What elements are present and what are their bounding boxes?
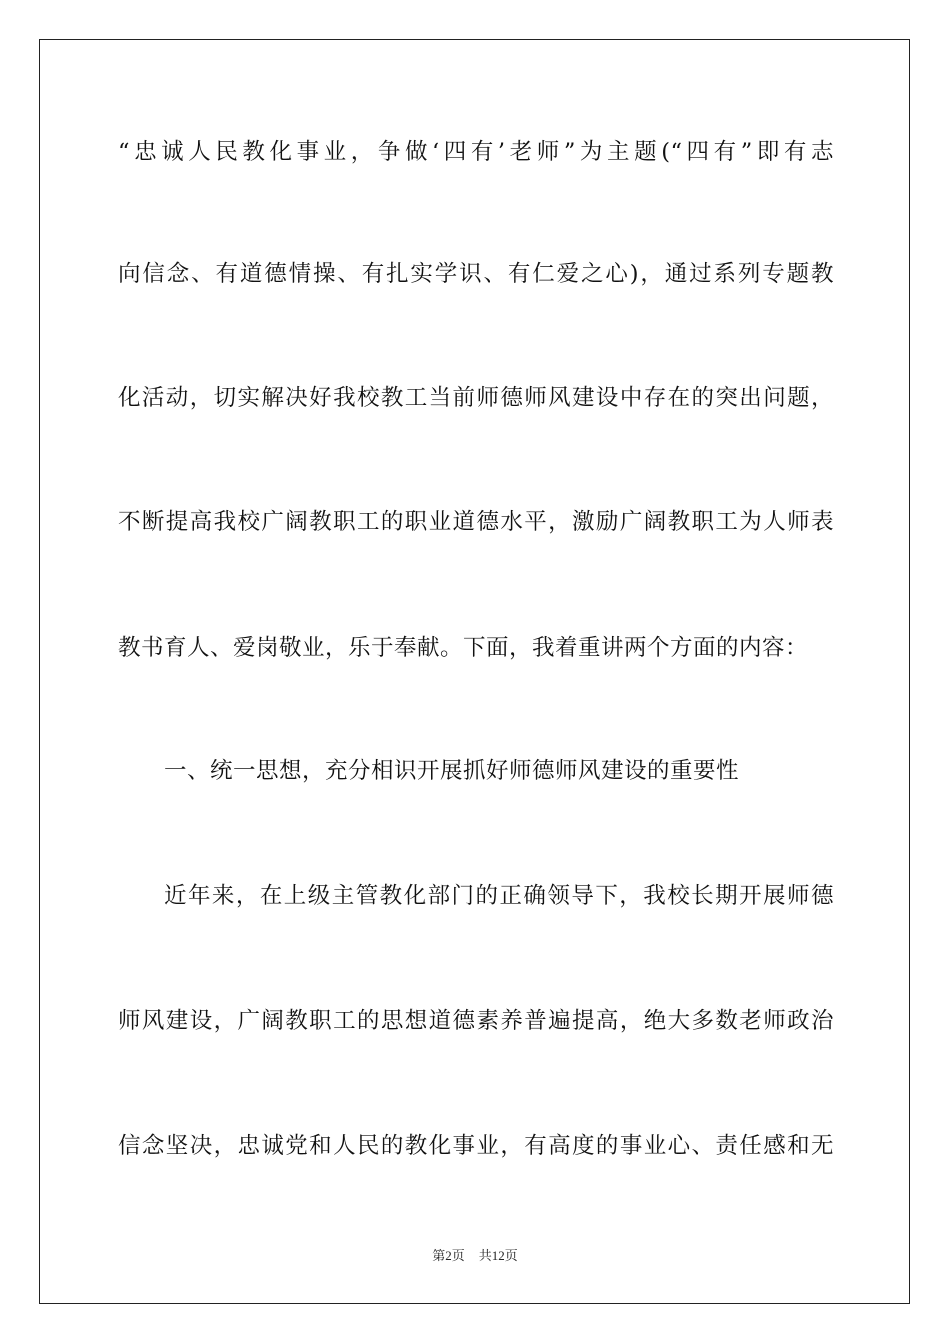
page-number: 第2页: [432, 1248, 465, 1263]
section-heading: 一、统一思想，充分相识开展抓好师德师风建设的重要性: [164, 758, 740, 784]
body-text-line: 近年来，在上级主管教化部门的正确领导下，我校长期开展师德: [164, 883, 834, 909]
page-border: [39, 39, 910, 1304]
page-footer: [0, 1247, 950, 1265]
body-text-line: 不断提高我校广阔教职工的职业道德水平，激励广阔教职工为人师表: [118, 509, 834, 535]
body-text-line: 化活动，切实解决好我校教工当前师德师风建设中存在的突出问题，: [118, 385, 834, 411]
body-text-line: 师风建设，广阔教职工的思想道德素养普遍提高，绝大多数老师政治: [118, 1008, 834, 1034]
body-text-line: 信念坚决，忠诚党和人民的教化事业，有高度的事业心、责任感和无: [118, 1133, 834, 1159]
body-text-line: “忠诚人民教化事业，争做‘四有’老师”为主题(“四有”即有志: [118, 139, 834, 165]
body-text-line: 教书育人、爱岗敬业，乐于奉献。下面，我着重讲两个方面的内容：: [118, 635, 809, 661]
body-text-line: 向信念、有道德情操、有扎实学识、有仁爱之心)，通过系列专题教: [118, 261, 834, 287]
page-total: 共12页: [478, 1248, 518, 1263]
